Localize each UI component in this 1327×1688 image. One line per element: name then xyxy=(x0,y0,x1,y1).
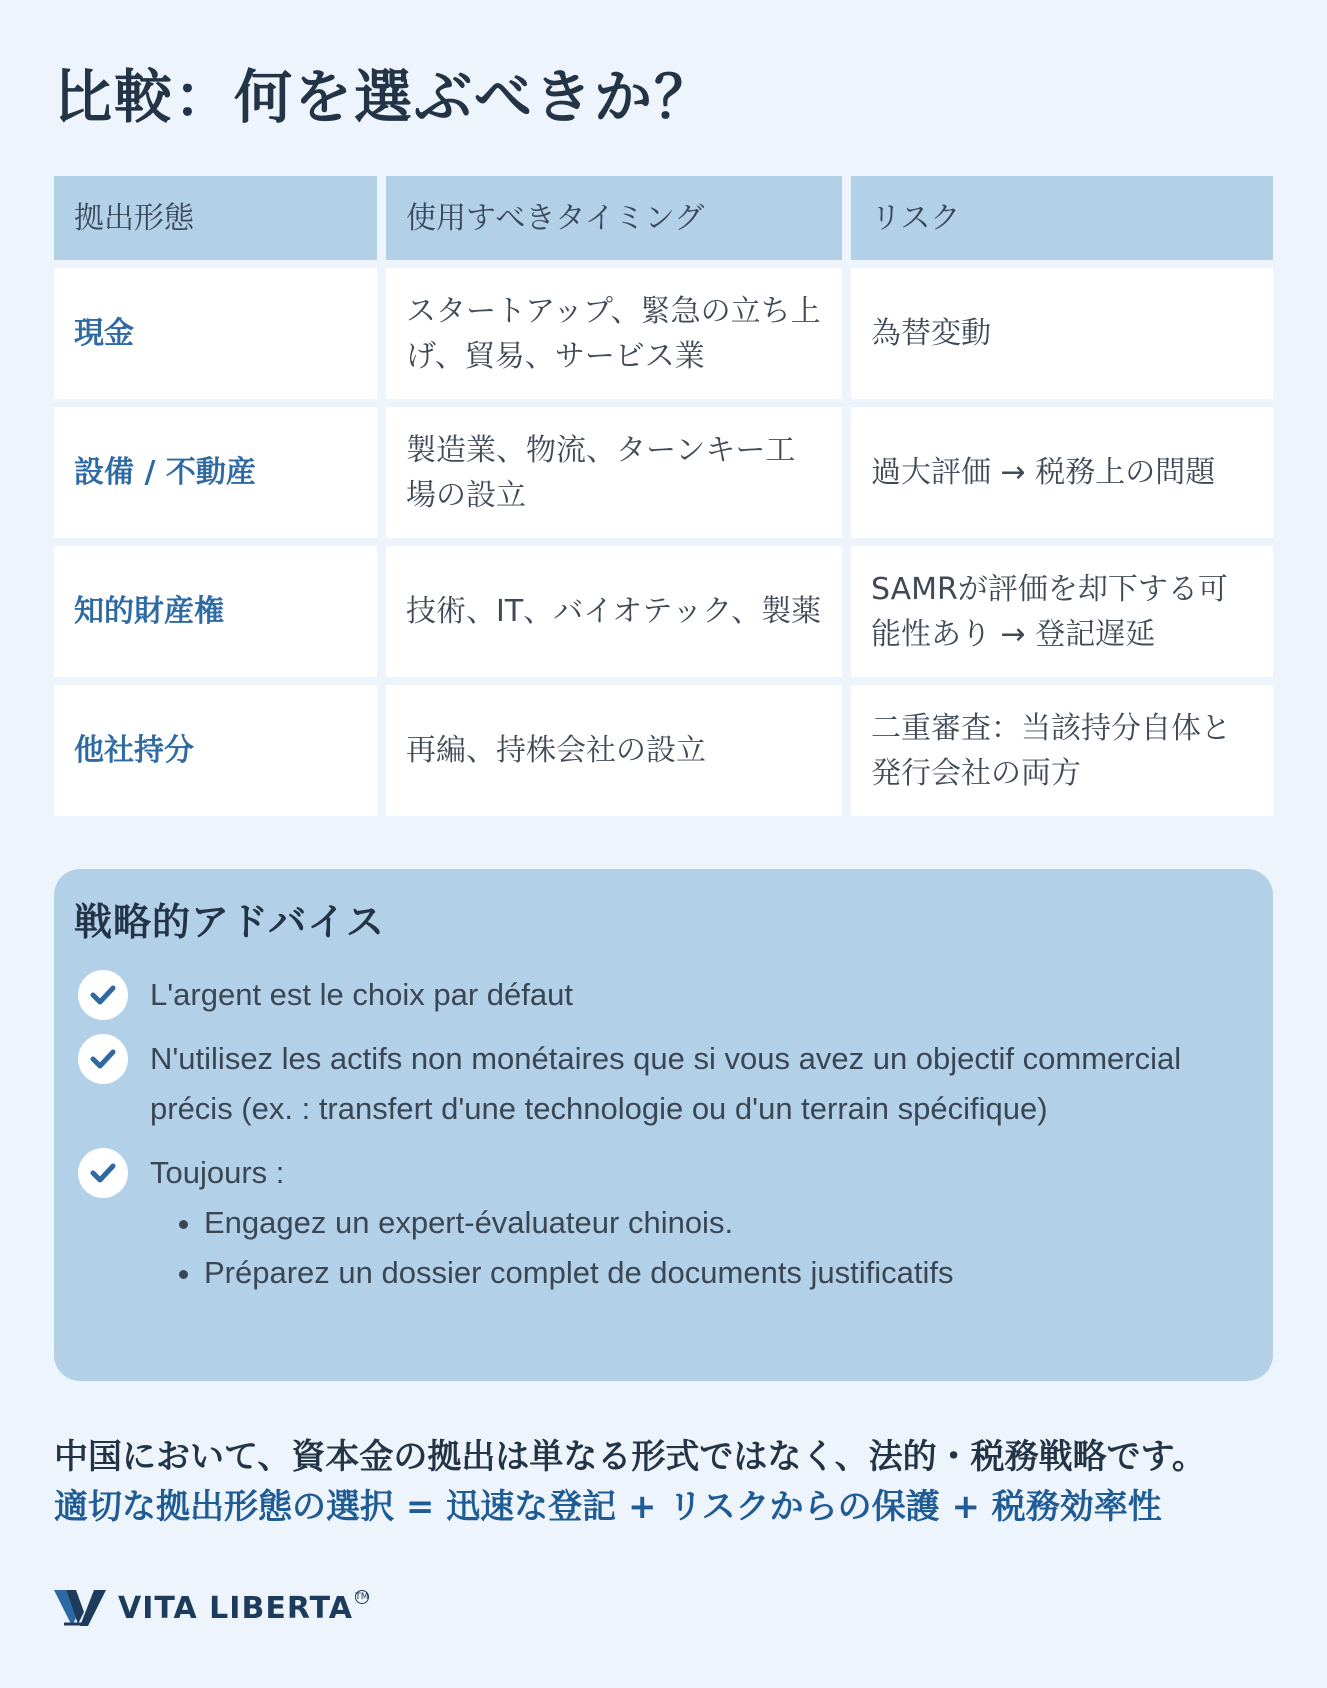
advice-item-text: L'argent est le choix par défaut xyxy=(150,977,573,1012)
logo-text: VITA LIBERTA xyxy=(118,1590,353,1626)
table-cell-timing: 再編、持株会社の設立 xyxy=(386,685,842,816)
comparison-table xyxy=(54,176,1273,816)
table-cell-risk: 過大評価 → 税務上の問題 xyxy=(851,407,1273,538)
table-cell-timing: 製造業、物流、ターンキー工場の設立 xyxy=(386,407,842,538)
trademark-mark: TM xyxy=(355,1592,369,1602)
table-cell-timing: スタートアップ、緊急の立ち上げ、貿易、サービス業 xyxy=(386,268,842,399)
summary-line-2: 適切な拠出形態の選択 = 迅速な登記 + リスクからの保護 + 税務効率性 xyxy=(54,1487,1162,1527)
advice-item xyxy=(74,1034,1253,1134)
checkmark-icon xyxy=(78,970,128,1020)
table-header-timing: 使用すべきタイミング xyxy=(386,176,842,260)
advice-item-text: N'utilisez les actifs non monétaires que si vous avez un objectif commercial précis (ex. : transfert d'une technologie ou d'un terrain spécifique) xyxy=(150,1041,1182,1126)
table-cell-form: 知的財産権 xyxy=(54,546,377,677)
checkmark-icon xyxy=(78,1148,128,1198)
table-cell-risk: 為替変動 xyxy=(851,268,1273,399)
table-cell-risk: SAMRが評価を却下する可能性あり → 登記遅延 xyxy=(851,546,1273,677)
table-cell-form: 現金 xyxy=(54,268,377,399)
list-item: • Engagez un expert-évaluateur chinois. xyxy=(204,1198,1190,1248)
summary-line-1: 中国において、資本金の拠出は単なる形式ではなく、法的・税務戦略です。 xyxy=(54,1437,1206,1477)
table-cell-form: 他社持分 xyxy=(54,685,377,816)
advice-box xyxy=(54,869,1273,1381)
table-cell-risk: 二重審査：当該持分自体と発行会社の両方 xyxy=(851,685,1273,816)
advice-item-text xyxy=(150,1148,1190,1298)
advice-item-label: Toujours : xyxy=(150,1155,285,1190)
list-item: • Préparez un dossier complet de documents justificatifs xyxy=(204,1248,1190,1298)
summary xyxy=(54,1432,1273,1532)
table-cell-timing: 技術、IT、バイオテック、製薬 xyxy=(386,546,842,677)
advice-item xyxy=(74,970,1253,1020)
advice-sub-list xyxy=(150,1198,1190,1298)
advice-item xyxy=(74,1148,1253,1298)
page-title: 比較：何を選ぶべきか？ xyxy=(54,63,715,131)
logo-mark-icon xyxy=(54,1588,106,1628)
brand-logo xyxy=(54,1588,369,1628)
advice-title: 戦略的アドバイス xyxy=(74,900,385,944)
table-header-form: 拠出形態 xyxy=(54,176,377,260)
table-cell-form: 設備 / 不動産 xyxy=(54,407,377,538)
checkmark-icon xyxy=(78,1034,128,1084)
table-header-risk: リスク xyxy=(851,176,1273,260)
